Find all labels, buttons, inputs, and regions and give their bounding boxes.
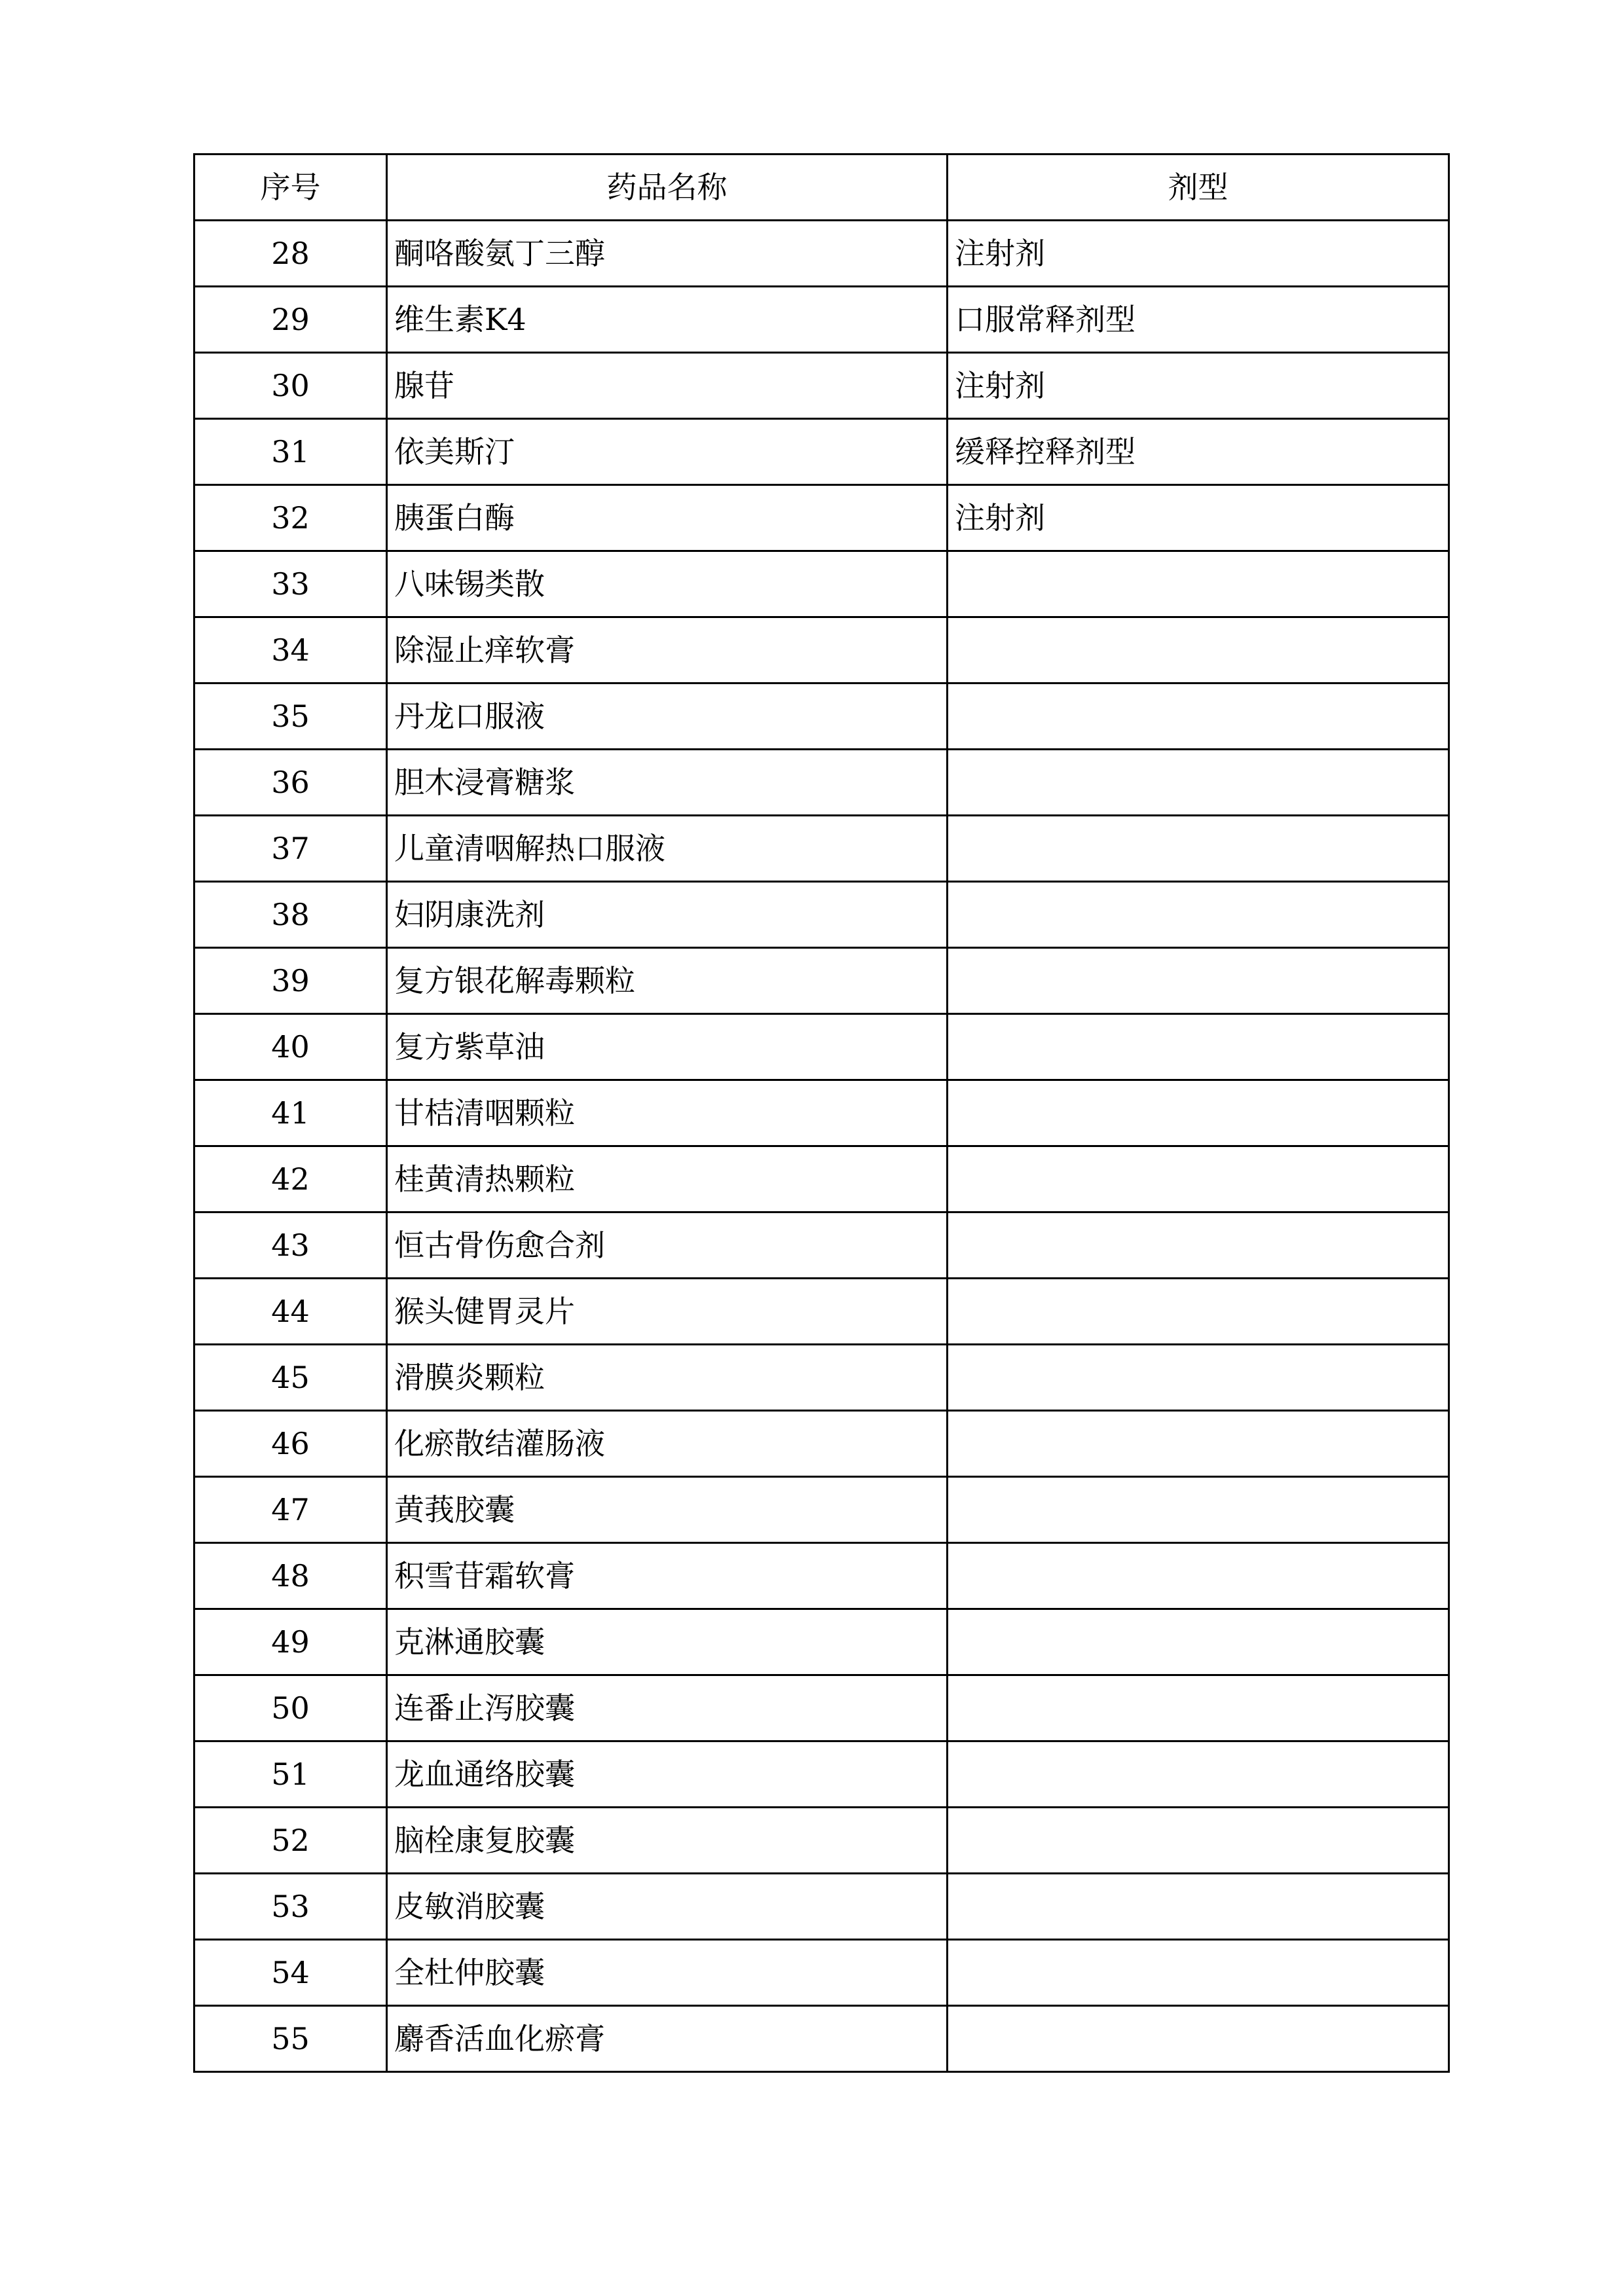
table-row — [194, 353, 1449, 419]
drug-name: 皮敏消胶囊 — [387, 1874, 948, 1940]
table-row — [194, 419, 1449, 485]
row-number: 46 — [194, 1411, 387, 1477]
drug-name: 妇阴康洗剂 — [387, 882, 948, 948]
dosage-form — [948, 1675, 1449, 1741]
dosage-form — [948, 948, 1449, 1014]
table-row — [194, 1411, 1449, 1477]
dosage-form — [948, 1279, 1449, 1345]
table-row — [194, 1808, 1449, 1874]
row-number: 44 — [194, 1279, 387, 1345]
dosage-form — [948, 1212, 1449, 1279]
drug-name: 胆木浸膏糖浆 — [387, 750, 948, 816]
drug-name: 桂黄清热颗粒 — [387, 1146, 948, 1212]
dosage-form — [948, 1014, 1449, 1080]
dosage-form — [948, 1940, 1449, 2006]
dosage-form: 注射剂 — [948, 221, 1449, 287]
dosage-form — [948, 2006, 1449, 2072]
table-row — [194, 287, 1449, 353]
header-drug-name: 药品名称 — [387, 155, 948, 221]
table-row — [194, 1345, 1449, 1411]
table-row — [194, 1477, 1449, 1543]
drug-name: 克淋通胶囊 — [387, 1609, 948, 1675]
dosage-form — [948, 882, 1449, 948]
table-body — [194, 221, 1449, 2072]
row-number: 40 — [194, 1014, 387, 1080]
drug-name: 甘桔清咽颗粒 — [387, 1080, 948, 1146]
drug-name: 积雪苷霜软膏 — [387, 1543, 948, 1609]
table-row — [194, 1874, 1449, 1940]
dosage-form — [948, 683, 1449, 750]
table-row — [194, 1940, 1449, 2006]
header-row — [194, 155, 1449, 221]
row-number: 29 — [194, 287, 387, 353]
table-row — [194, 1741, 1449, 1808]
table-row — [194, 1014, 1449, 1080]
drug-name: 腺苷 — [387, 353, 948, 419]
table-header — [194, 155, 1449, 221]
drug-list-table — [193, 153, 1450, 2073]
drug-name: 依美斯汀 — [387, 419, 948, 485]
dosage-form — [948, 1808, 1449, 1874]
header-number: 序号 — [194, 155, 387, 221]
row-number: 50 — [194, 1675, 387, 1741]
dosage-form — [948, 1477, 1449, 1543]
row-number: 55 — [194, 2006, 387, 2072]
drug-name: 复方紫草油 — [387, 1014, 948, 1080]
drug-name: 麝香活血化瘀膏 — [387, 2006, 948, 2072]
row-number: 31 — [194, 419, 387, 485]
dosage-form — [948, 1609, 1449, 1675]
table-row — [194, 1146, 1449, 1212]
table-row — [194, 485, 1449, 551]
dosage-form — [948, 1543, 1449, 1609]
dosage-form — [948, 617, 1449, 683]
row-number: 38 — [194, 882, 387, 948]
table-row — [194, 1279, 1449, 1345]
dosage-form: 注射剂 — [948, 485, 1449, 551]
dosage-form: 缓释控释剂型 — [948, 419, 1449, 485]
drug-name: 复方银花解毒颗粒 — [387, 948, 948, 1014]
drug-name: 连番止泻胶囊 — [387, 1675, 948, 1741]
row-number: 41 — [194, 1080, 387, 1146]
table-row — [194, 948, 1449, 1014]
table-row — [194, 617, 1449, 683]
dosage-form — [948, 1146, 1449, 1212]
row-number: 54 — [194, 1940, 387, 2006]
drug-name: 恒古骨伤愈合剂 — [387, 1212, 948, 1279]
row-number: 39 — [194, 948, 387, 1014]
row-number: 49 — [194, 1609, 387, 1675]
row-number: 53 — [194, 1874, 387, 1940]
dosage-form — [948, 816, 1449, 882]
table-row — [194, 1543, 1449, 1609]
row-number: 43 — [194, 1212, 387, 1279]
row-number: 47 — [194, 1477, 387, 1543]
dosage-form — [948, 551, 1449, 617]
table-row — [194, 2006, 1449, 2072]
table-row — [194, 750, 1449, 816]
row-number: 35 — [194, 683, 387, 750]
table-row — [194, 221, 1449, 287]
dosage-form — [948, 750, 1449, 816]
row-number: 28 — [194, 221, 387, 287]
dosage-form — [948, 1080, 1449, 1146]
drug-name: 儿童清咽解热口服液 — [387, 816, 948, 882]
drug-name: 黄莪胶囊 — [387, 1477, 948, 1543]
table-row — [194, 1609, 1449, 1675]
drug-name: 除湿止痒软膏 — [387, 617, 948, 683]
drug-name: 龙血通络胶囊 — [387, 1741, 948, 1808]
table-row — [194, 551, 1449, 617]
table-row — [194, 816, 1449, 882]
dosage-form: 口服常释剂型 — [948, 287, 1449, 353]
table-row — [194, 1675, 1449, 1741]
drug-name: 脑栓康复胶囊 — [387, 1808, 948, 1874]
table-row — [194, 1080, 1449, 1146]
drug-name: 猴头健胃灵片 — [387, 1279, 948, 1345]
drug-name: 滑膜炎颗粒 — [387, 1345, 948, 1411]
dosage-form — [948, 1874, 1449, 1940]
table-row — [194, 882, 1449, 948]
row-number: 51 — [194, 1741, 387, 1808]
drug-name: 八味锡类散 — [387, 551, 948, 617]
row-number: 36 — [194, 750, 387, 816]
row-number: 37 — [194, 816, 387, 882]
row-number: 42 — [194, 1146, 387, 1212]
row-number: 34 — [194, 617, 387, 683]
row-number: 33 — [194, 551, 387, 617]
header-dosage-form: 剂型 — [948, 155, 1449, 221]
drug-name: 胰蛋白酶 — [387, 485, 948, 551]
drug-name: 全杜仲胶囊 — [387, 1940, 948, 2006]
dosage-form — [948, 1345, 1449, 1411]
row-number: 45 — [194, 1345, 387, 1411]
drug-name: 丹龙口服液 — [387, 683, 948, 750]
row-number: 32 — [194, 485, 387, 551]
row-number: 48 — [194, 1543, 387, 1609]
dosage-form — [948, 1741, 1449, 1808]
row-number: 30 — [194, 353, 387, 419]
drug-name: 酮咯酸氨丁三醇 — [387, 221, 948, 287]
drug-name: 维生素K4 — [387, 287, 948, 353]
row-number: 52 — [194, 1808, 387, 1874]
dosage-form: 注射剂 — [948, 353, 1449, 419]
drug-name: 化瘀散结灌肠液 — [387, 1411, 948, 1477]
dosage-form — [948, 1411, 1449, 1477]
table-row — [194, 683, 1449, 750]
table-row — [194, 1212, 1449, 1279]
